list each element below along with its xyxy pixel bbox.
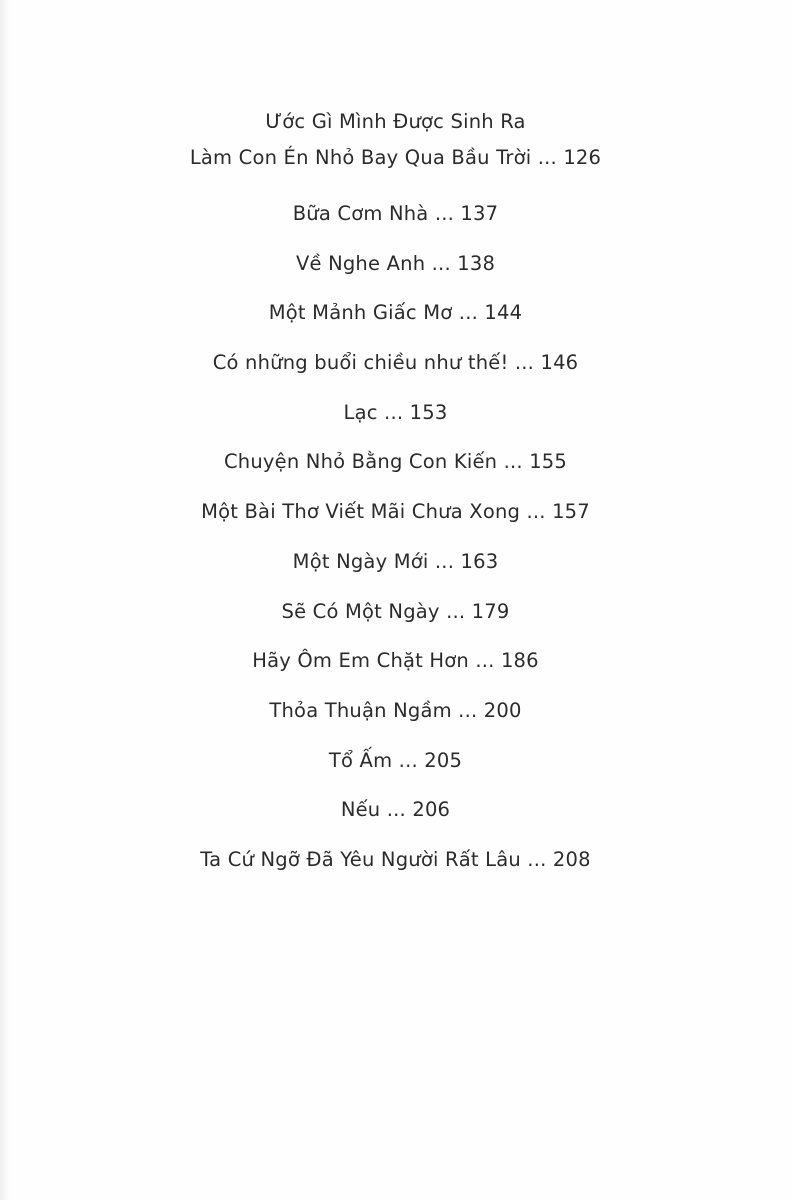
toc-entry: Nếu ... 206 bbox=[340, 798, 451, 822]
toc-entry: Làm Con Én Nhỏ Bay Qua Bầu Trời ... 126 bbox=[189, 146, 602, 169]
toc-entry: Tổ Ấm ... 205 bbox=[328, 748, 463, 772]
toc-entry: Về Nghe Anh ... 138 bbox=[295, 251, 496, 275]
toc-entry: Chuyện Nhỏ Bằng Con Kiến ... 155 bbox=[223, 450, 568, 474]
toc-entry: Hãy Ôm Em Chặt Hơn ... 186 bbox=[252, 649, 539, 673]
toc-entry: Bữa Cơm Nhà ... 137 bbox=[292, 202, 499, 225]
toc-entry: Có những buổi chiều như thế! ... 146 bbox=[212, 351, 579, 375]
toc-entry: Một Bài Thơ Viết Mãi Chưa Xong ... 157 bbox=[201, 500, 590, 524]
toc-entry: Thỏa Thuận Ngầm ... 200 bbox=[269, 698, 522, 722]
toc-entry: Ước Gì Mình Được Sinh Ra bbox=[265, 110, 526, 133]
toc-entry: Lạc ... 153 bbox=[343, 400, 448, 424]
toc-entry: Một Mảnh Giấc Mơ ... 144 bbox=[268, 301, 523, 325]
toc-entry: Một Ngày Mới ... 163 bbox=[292, 549, 499, 573]
table-of-contents bbox=[0, 104, 791, 892]
toc-entry: Ta Cứ Ngỡ Đã Yêu Người Rất Lâu ... 208 bbox=[200, 847, 591, 871]
toc-entry: Sẽ Có Một Ngày ... 179 bbox=[281, 599, 510, 623]
